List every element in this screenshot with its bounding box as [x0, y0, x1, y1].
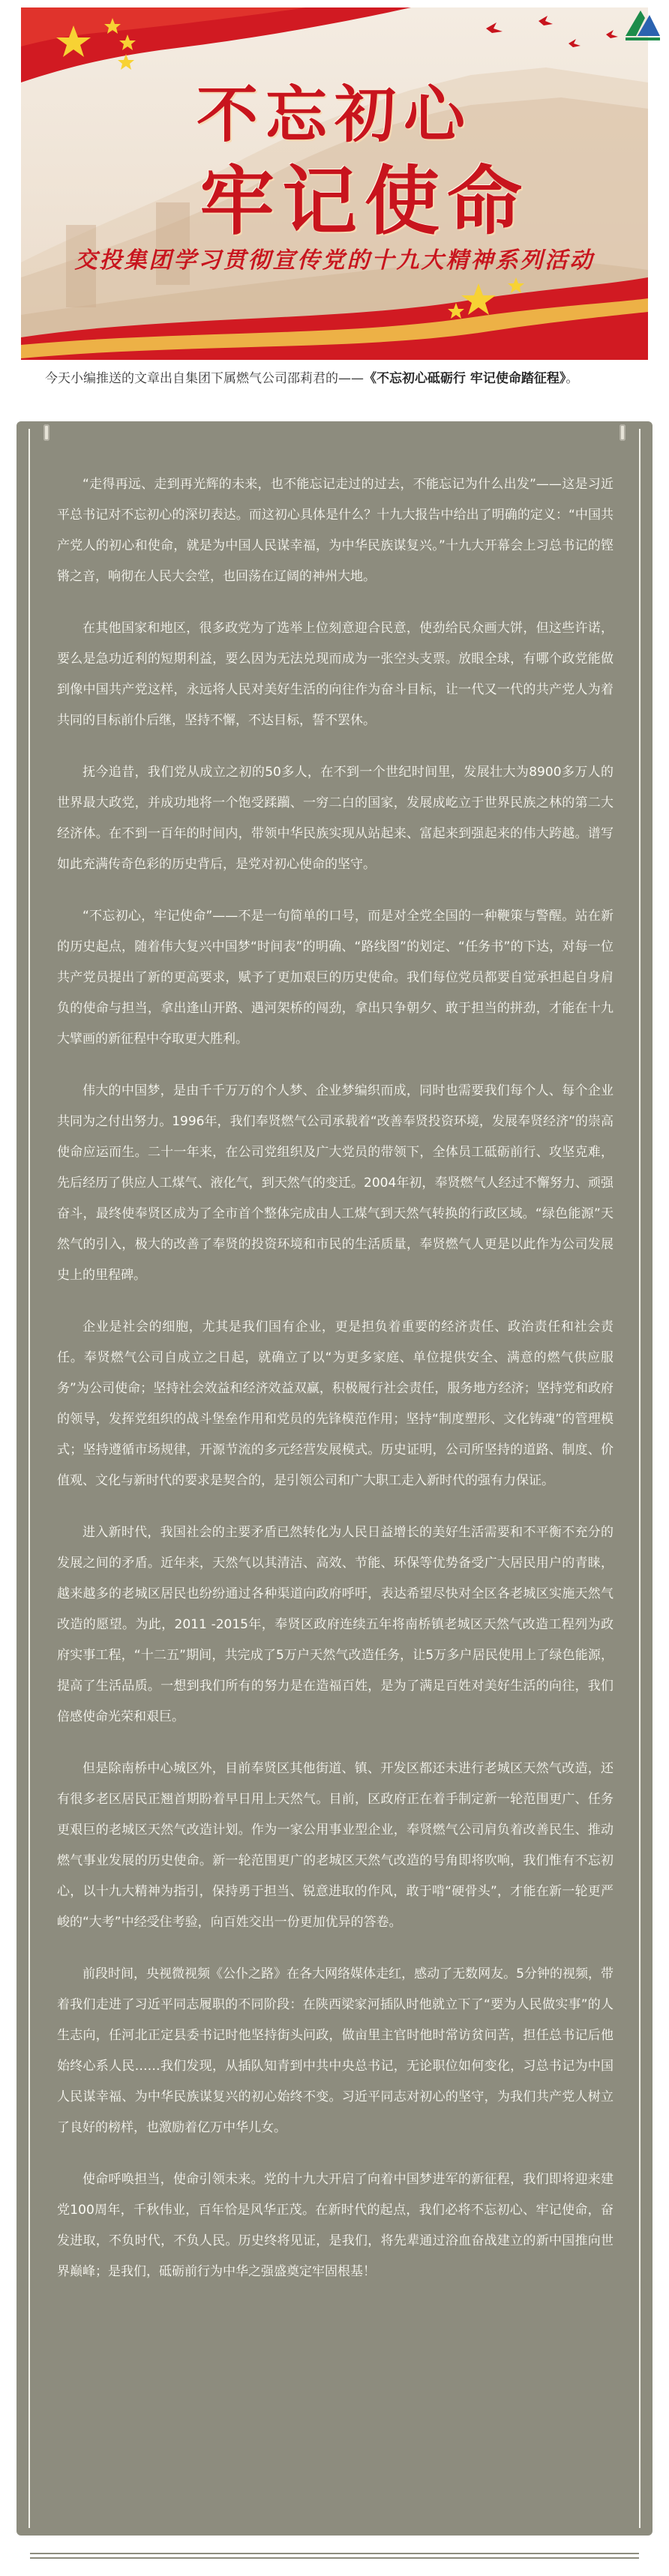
article-paragraph: 伟大的中国梦，是由千千万万的个人梦、企业梦编织而成，同时也需要我们每个人、每个企业共同为之付出努力。1996年，我们奉贤燃气公司承载着“改善奉贤投资环境，发展奉贤经济”的崇高使命应运而生。二十一年来，在公司党组织及广大党员的带领下，全体员工砥砺前行、攻坚克难，先后经历了供应人工煤气、液化气，到天然气的变迁。2004年初，奉贤燃气人经过不懈努力、顽强奋斗，最终使奉贤区成为了全市首个整体完成由人工煤气到天然气转换的行政区域。“绿色能源”天然气的引入，极大的改善了奉贤的投资环境和市民的生活质量，奉贤燃气人更是以此作为公司发展史上的里程碑。 [57, 1083, 614, 1283]
pin-top-right-icon [620, 424, 626, 441]
article-paragraph: “走得再远、走到再光辉的未来，也不能忘记走过的过去，不能忘记为什么出发”——这是习近平总书记对不忘初心的深切表达。而这初心具体是什么？十九大报告中给出了明确的定义：“中国共产党人的初心和使命，就是为中国人民谋幸福，为中华民族谋复兴。”十九大开幕会上习总书记的铿锵之音，响彻在人民大会堂，也回荡在辽阔的神州大地。 [57, 477, 614, 584]
caption-article-title: 《不忘初心砥砺行 牢记使命踏征程》 [364, 371, 566, 386]
intro-caption [45, 369, 645, 388]
article-paragraph: 企业是社会的细胞，尤其是我们国有企业，更是担负着重要的经济责任、政治责任和社会责任。奉贤燃气公司自成立之日起，就确立了以“为更多家庭、单位提供安全、满意的燃气供应服务”为公司使命；坚持社会效益和经济效益双赢，积极履行社会责任，服务地方经济；坚持党和政府的领导，发挥党组织的战斗堡垒作用和党员的先锋模范作用；坚持“制度塑形、文化铸魂”的管理模式；坚持遵循市场规律，开源节流的多元经营发展模式。历史证明，公司所坚持的道路、制度、价值观、文化与新时代的要求是契合的，是引领公司和广大职工走入新时代的强有力保证。 [57, 1319, 614, 1488]
caption-end: 。 [566, 371, 579, 386]
red-ribbon-decoration [21, 270, 648, 360]
bottom-divider [30, 2552, 639, 2560]
header-banner [21, 7, 648, 360]
caption-lead: 今天小编推送的文章出自集团下属燃气公司邵莉君的—— [45, 371, 364, 386]
pin-top-left-icon [44, 424, 50, 441]
article-paragraph: 前段时间，央视微视频《公仆之路》在各大网络媒体走红，感动了无数网友。5分钟的视频，带着我们走进了习近平同志履职的不同阶段：在陕西梁家河插队时他就立下了“要为人民做实事”的人生志向，任河北正定县委书记时他坚持街头问政，做亩里主官时他时常访贫问苦，担任总书记后他始终心系人民……我们发现，从插队知青到中共中央总书记，无论职位如何变化，习总书记为中国人民谋幸福、为中华民族谋复兴的初心始终不变。习近平同志对初心的坚守，为我们共产党人树立了良好的榜样，也激励着亿万中华儿女。 [57, 1966, 614, 2135]
banner-slogan: 交投集团学习贯彻宣传党的十九大精神系列活动 [74, 247, 595, 274]
article-body [57, 469, 614, 2287]
article-paragraph: 使命呼唤担当，使命引领未来。党的十九大开启了向着中国梦进军的新征程，我们即将迎来建党100周年，千秋伟业，百年恰是风华正茂。在新时代的起点，我们必将不忘初心、牢记使命，奋发进取，不负时代，不负人民。历史终将见证，是我们，将先辈通过浴血奋战建立的新中国推向世界巅峰；是我们，砥砺前行为中华之强盛奠定牢固根基！ [57, 2172, 614, 2279]
banner-title-line2: 牢记使命 [200, 157, 530, 245]
company-logo-icon [622, 4, 663, 43]
article-paragraph: 进入新时代，我国社会的主要矛盾已然转化为人民日益增长的美好生活需要和不平衡不充分的发展之间的矛盾。近年来，天然气以其清洁、高效、节能、环保等优势备受广大居民用户的青睐，越来越多的老城区居民也纷纷通过各种渠道向政府呼吁，表达希望尽快对全区各老城区实施天然气改造的愿望。为此，2011 -2015年，奉贤区政府连续五年将南桥镇老城区天然气改造工程列为政府实事工程，“十二五”期间，共完成了5万户天然气改造任务，让5万多户居民使用上了绿色能源，提高了生活品质。一想到我们所有的努力是在造福百姓，是为了满足百姓对美好生活的向往，我们倍感使命光荣和艰巨。 [57, 1525, 614, 1724]
banner-title-line1: 不忘初心 [196, 79, 472, 151]
article-paragraph: 但是除南桥中心城区外，目前奉贤区其他街道、镇、开发区都还未进行老城区天然气改造，还有很多老区居民正翘首期盼着早日用上天然气。目前，区政府正在着手制定新一轮范围更广、任务更艰巨的老城区天然气改造计划。作为一家公用事业型企业，奉贤燃气公司肩负着改善民生、推动燃气事业发展的历史使命。新一轮范围更广的老城区天然气改造的号角即将吹响，我们惟有不忘初心，以十九大精神为指引，保持勇于担当、锐意进取的作风，敢于啃“硬骨头”，才能在新一轮更严峻的“大考”中经受住考验，向百姓交出一份更加优异的答卷。 [57, 1761, 614, 1930]
article-paragraph: “不忘初心，牢记使命”——不是一句简单的口号，而是对全党全国的一种鞭策与警醒。站在新的历史起点，随着伟大复兴中国梦“时间表”的明确、“路线图”的划定、“任务书”的下达，对每一位共产党员提出了新的更高要求，赋予了更加艰巨的历史使命。我们每位党员都要自觉承担起自身肩负的使命与担当，拿出逢山开路、遇河架桥的闯劲，拿出只争朝夕、敢于担当的拼劲，才能在十九大擘画的新征程中夺取更大胜利。 [57, 909, 614, 1047]
article-paragraph: 抚今追昔，我们党从成立之初的50多人，在不到一个世纪时间里，发展壮大为8900多万人的世界最大政党，并成功地将一个饱受蹂躏、一穷二白的国家，发展成屹立于世界民族之林的第二大经济体。在不到一百年的时间内，带领中华民族实现从站起来、富起来到强起来的伟大跨越。谱写如此充满传奇色彩的历史背后，是党对初心使命的坚守。 [57, 765, 614, 872]
article-paragraph: 在其他国家和地区，很多政党为了选举上位刻意迎合民意，使劲给民众画大饼，但这些许诺，要么是急功近利的短期利益，要么因为无法兑现而成为一张空头支票。放眼全球，有哪个政党能做到像中国共产党这样，永远将人民对美好生活的向往作为奋斗目标，让一代又一代的共产党人为着共同的目标前仆后继，坚持不懈，不达目标，誓不罢休。 [57, 621, 614, 728]
